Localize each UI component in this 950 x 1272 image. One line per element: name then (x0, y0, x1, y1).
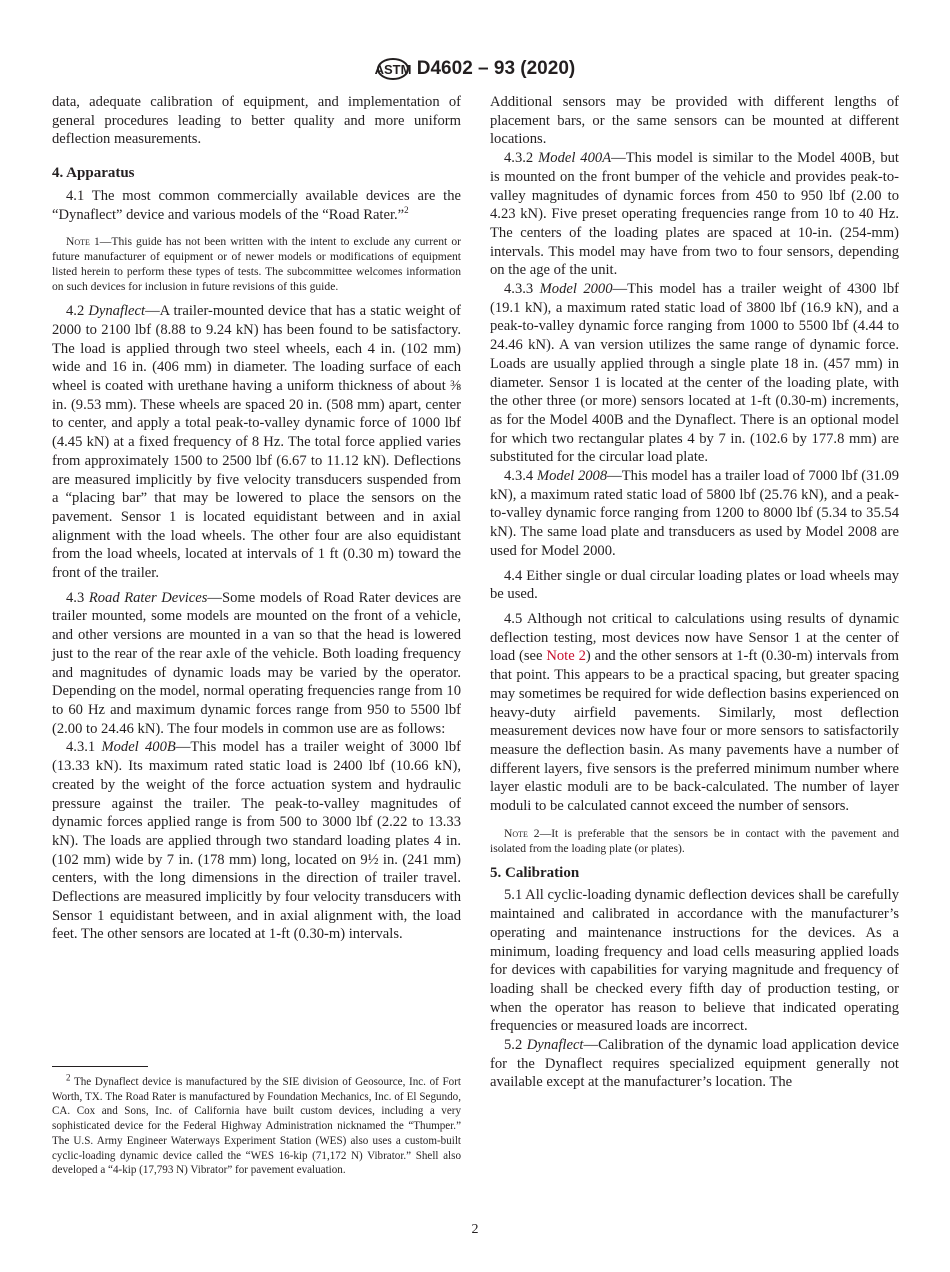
document-designation: D4602 – 93 (2020) (416, 58, 576, 80)
footnote-divider (52, 1066, 148, 1067)
svg-text:ASTM: ASTM (374, 62, 411, 77)
astm-logo-icon (375, 54, 411, 84)
paragraph-5-1: 5.1 All cyclic-loading dynamic deflection devices shall be carefully maintained and calibrated in accordance with the manufacturer’s operating and maintenance instructions for the devices. As a minimum, loading frequency and load cells measuring applied loads for devices with capabilities for varying magnitude and frequency of loading shall be checked every fifth day of production testing, or when the operator has reason to believe that indicated operating frequencies or measured loads are incorrect. (490, 887, 899, 1035)
paragraph: data, adequate calibration of equipment, and implementation of general procedures leading to better quality and more uniform deflection measurements. (52, 94, 461, 148)
page-number: 2 (471, 1222, 479, 1237)
paragraph-4-5: 4.5 Although not critical to calculations using results of dynamic deflection testing, most devices now have Sensor 1 at the center of load (see Note 2) and the other sensors at 1-ft (0.30-m) intervals from that point. This appears to be a practical spacing, but greater spacing may sometimes be required for wide deflection basins experienced on heavy-duty airfield pavements. Similarly, most deflection measurement devices now have four or more sensors to satisfactorily measure the deflection basin. As many pavements have a number of different layers, five sensors is the preferred minimum number where layer elastic moduli are to be back-calculated. The number of layer moduli to be calculated cannot exceed the number of sensors. (490, 610, 899, 815)
note-1: Note 1—This guide has not been written with the intent to exclude any current or future manufacturer of equipment or of newer models or modifications of equipment listed herein to perform these types of tests. The subcommittee welcomes information on such devices for inclusion in future revisions of this guide. (52, 235, 461, 294)
paragraph-4-3-1: 4.3.1 Model 400B—This model has a trailer weight of 3000 lbf (13.33 kN). Its maximum rated static load is 2400 lbf (10.66 kN), created by the weight of the force actuation system and hydraulic pressure against the trailer. The peak-to-valley magnitudes of dynamic forces applied range is from 500 to 3000 lbf (2.22 to 13.33 kN). The loads are applied through two standard loading plates 4 in. (102 mm) wide by 7 in. (178 mm) long, located on 9½ in. (241 mm) centers, with the long dimensions in the direction of trailer travel. Deflections are measured implicitly by four velocity transducers with Sensor 1 equidistant between, and in axial alignment with, the load feet. The other sensors are located at 1-ft (0.30-m) intervals. (52, 739, 461, 943)
paragraph-4-3-4: 4.3.4 Model 2008—This model has a trailer load of 7000 lbf (31.09 kN), a maximum rated static load of 5800 lbf (25.76 kN), and a peak-to-valley dynamic force ranging from 1200 to 8000 lbf (5.34 to 35.54 kN). The same load plate and transducers as used by Model 2008 are used for Model 2000. (490, 468, 899, 559)
paragraph-4-3-2: 4.3.2 Model 400A—This model is similar to the Model 400B, but is mounted on the front bumper of the vehicle and provides peak-to-valley magnitudes of dynamic forces from 450 to 950 lbf (2.00 to 4.23 kN). Five preset operating frequencies range from 10 to 40 Hz. The centers of the loading plates are spaced at 10-in. (254-mm) intervals. This model may have from two to four sensors, depending on the age of the unit. (490, 150, 899, 279)
paragraph: Additional sensors may be provided with different lengths of placement bars, or the same sensors can be mounted at different locations. (490, 94, 899, 148)
section-heading-apparatus: 4. Apparatus (52, 165, 135, 182)
right-column (490, 93, 899, 1092)
paragraph-4-3: 4.3 Road Rater Devices—Some models of Road Rater devices are trailer mounted, some models are mounted on the front of a vehicle, and other versions are mounted in a van so that the head is lowered just to the rear of the rear axle of the vehicle. Both loading frequency and magnitudes of dynamic loads may be varied by the operator. Depending on the model, normal operating frequencies range from 10 to 60 Hz and maximum dynamic forces range from 950 to 5500 lbf (2.00 to 24.46 kN). The four models in common use are as follows: (52, 589, 462, 737)
left-column (52, 93, 461, 944)
footnote-ref[interactable]: 2 (404, 204, 409, 215)
paragraph-4-3-3: 4.3.3 Model 2000—This model has a trailer weight of 4300 lbf (19.1 kN), a maximum rated static load of 3800 lbf (16.9 kN), and a peak-to-valley dynamic force ranging from 1000 to 5500 lbf (4.44 to 24.46 kN). A van version utilizes the same range of dynamic force. Loads are usually applied through a single plate 18 in. (457 mm) in diameter. Sensor 1 is located at the center of the loading plate, with the other three (or more) sensors located at 1-ft (0.30-m) increments, as for the Model 400B and the Dynaflect. There is an optional model for which two rectangular plates 4 by 7 in. (102.6 by 177.8 mm) are substituted for the circular load plate. (490, 281, 900, 466)
note-2-link[interactable]: Note 2 (546, 648, 586, 665)
paragraph-5-2: 5.2 Dynaflect—Calibration of the dynamic load application device for the Dynaflect requires specialized equipment generally not available except at the manufacturer’s location. The (490, 1037, 899, 1091)
paragraph-4-1: 4.1 The most common commercially available devices are the “Dynaflect” device and various models of the “Road Rater.”$^2$ (52, 187, 461, 223)
paragraph-4-4: 4.4 Either single or dual circular loading plates or load wheels may be used. (490, 567, 899, 603)
footnote-2: $^2$ The Dynaflect device is manufactured by the SIE division of Geosource, Inc. of Fort Worth, TX. The Road Rater is manufactured by Foundation Mechanics, Inc. of El Segundo, CA. Cox and Sons, Inc. of California have built custom devices, including a very sophisticated device for the Federal Highway Administration nicknamed the “Thumper.” The U.S. Army Engineer Waterways Experiment Station (WES) also uses a custom-built cyclic-loading dynamic device called the “WES 16-kip (71,172 N) Vibrator.” Shell also developed a “4-kip (17,793 N) Vibrator” for pavement evaluation. (52, 1072, 461, 1177)
section-heading-calibration: 5. Calibration (490, 864, 580, 881)
paragraph-4-2: 4.2 Dynaflect—A trailer-mounted device that has a static weight of 2000 to 2100 lbf (8.88 to 9.24 kN) has been found to be satisfactory. The load is applied through two steel wheels, each 4 in. (102 mm) wide and 16 in. (406 mm) in diameter. The loading surface of each wheel is coated with urethane having a uniform thickness of about ⅜ in. (9.53 mm). These wheels are spaced 20 in. (508 mm) apart, center to center, and apply a total peak-to-valley dynamic force of 1000 lbf (4.45 kN) at a fixed frequency of 8 Hz. The total force applied varies from approximately 1500 to 2500 lbf (6.67 to 11.12 kN). Deflections are measured implicitly by five velocity transducers suspended from a “placing bar” that may be lowered to place the sensors on the pavement. Sensor 1 is located equidistant between and in axial alignment with the load wheels. The other four are also equidistant from the load wheels, located at intervals of 1 ft (0.30 m) toward the front of the trailer. (52, 303, 462, 582)
page-header (0, 54, 950, 84)
note-2: Note 2—It is preferable that the sensors be in contact with the pavement and isolated from the loading plate (or plates). (490, 826, 900, 855)
